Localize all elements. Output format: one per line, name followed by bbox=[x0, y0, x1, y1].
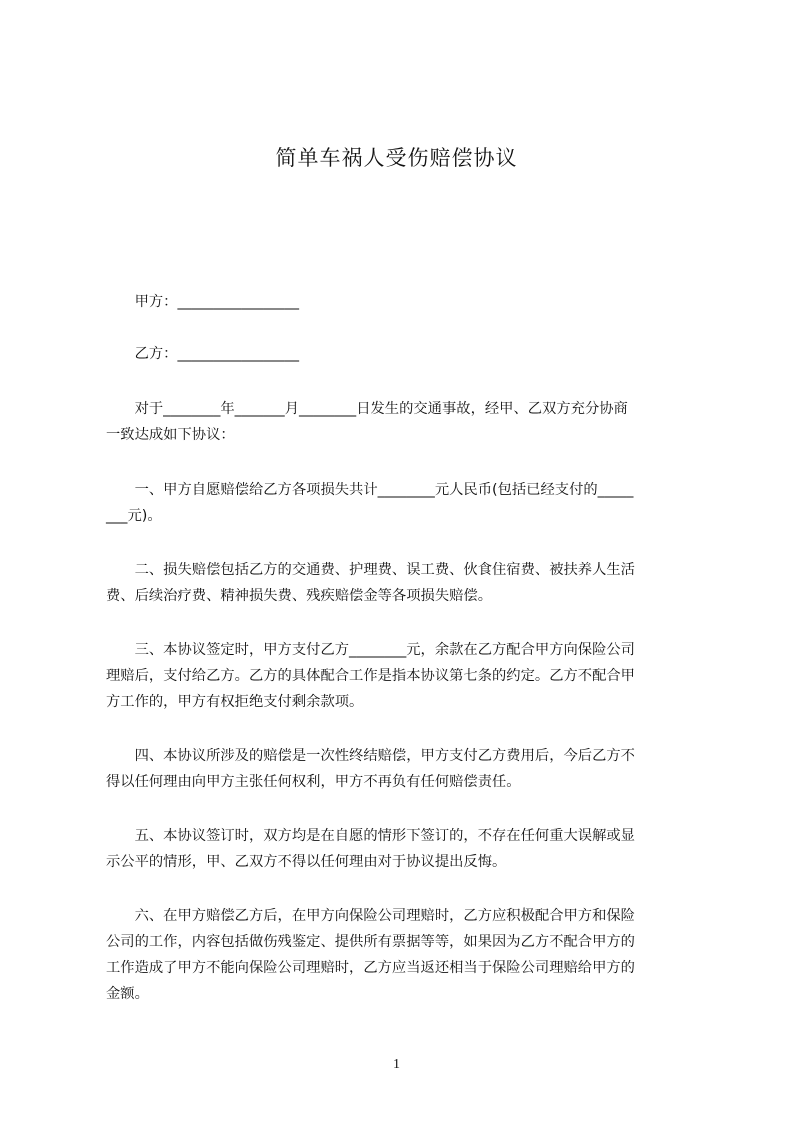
paragraph-line: 一致达成如下协议： bbox=[106, 427, 235, 443]
clause-4-line: 四、本协议所涉及的赔偿是一次性终结赔偿，甲方支付乙方费用后，今后乙方不 bbox=[106, 748, 635, 764]
clause-1-line: ___元)。 bbox=[106, 508, 162, 524]
clause-5-line: 五、本协议签订时，双方均是在自愿的情形下签订的，不存在任何重大误解或显 bbox=[106, 828, 635, 844]
party-b-line: 乙方：_________________ bbox=[106, 346, 300, 362]
clause-4-line: 得以任何理由向甲方主张任何权利，甲方不再负有任何赔偿责任。 bbox=[106, 774, 521, 790]
clause-1-line: 一、甲方自愿赔偿给乙方各项损失共计________元人民币(包括已经支付的_____ bbox=[106, 482, 634, 498]
page-number: 1 bbox=[393, 1057, 400, 1072]
clause-3-line: 三、本协议签定时，甲方支付乙方________元，余款在乙方配合甲方向保险公司 bbox=[106, 642, 635, 658]
paragraph-line: 对于________年_______月________日发生的交通事故，经甲、乙双方充分协商 bbox=[106, 401, 628, 417]
document-title: 简单车祸人受伤赔偿协议 bbox=[275, 146, 518, 170]
clause-6-line: 公司的工作，内容包括做伤残鉴定、提供所有票据等等，如果因为乙方不配合甲方的 bbox=[106, 934, 635, 950]
clause-6-line: 六、在甲方赔偿乙方后，在甲方向保险公司理赔时，乙方应积极配合甲方和保险 bbox=[106, 908, 635, 924]
clause-2-line: 二、损失赔偿包括乙方的交通费、护理费、误工费、伙食住宿费、被扶养人生活 bbox=[106, 562, 635, 578]
clause-3-line: 理赔后，支付给乙方。乙方的具体配合工作是指本协议第七条的约定。乙方不配合甲 bbox=[106, 668, 635, 684]
party-a-line: 甲方：_________________ bbox=[106, 294, 300, 310]
clause-3-line: 方工作的，甲方有权拒绝支付剩余款项。 bbox=[106, 694, 364, 710]
clause-5-line: 示公平的情形，甲、乙双方不得以任何理由对于协议提出反悔。 bbox=[106, 854, 507, 870]
clause-6-line: 工作造成了甲方不能向保险公司理赔时，乙方应当返还相当于保险公司理赔给甲方的 bbox=[106, 960, 635, 976]
clause-2-line: 费、后续治疗费、精神损失费、残疾赔偿金等各项损失赔偿。 bbox=[106, 588, 493, 604]
clause-6-line: 金额。 bbox=[106, 986, 149, 1002]
